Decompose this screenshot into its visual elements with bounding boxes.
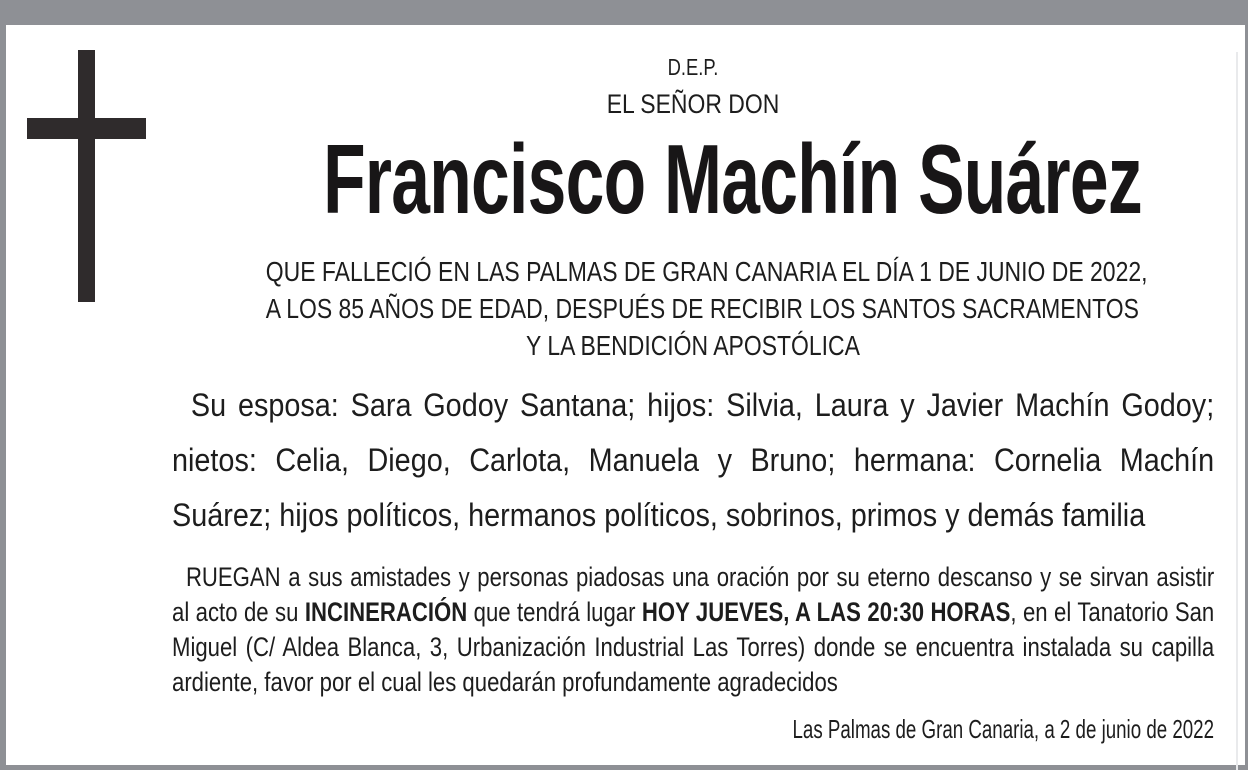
request-line-2	[172, 595, 1214, 630]
cross-horizontal-bar	[27, 118, 146, 139]
deceased-name: Francisco Machín Suárez	[323, 124, 1142, 234]
scan-edge-artifact	[1236, 52, 1238, 770]
family-line-2: nietos: Celia, Diego, Carlota, Manuela y Bruno; hermana: Cornelia Machín	[172, 442, 1215, 478]
dateline: Las Palmas de Gran Canaria, a 2 de junio de 2022	[792, 714, 1214, 744]
request-line-1: RUEGAN a sus amistades y personas piadosas una oración por su eterno descanso y se sirvan asistir	[185, 562, 1215, 592]
incineration-emphasis: INCINERACIÓN	[304, 597, 468, 627]
death-details-line-1: QUE FALLECIÓ EN LAS PALMAS DE GRAN CANARIA EL DÍA 1 DE JUNIO DE 2022,	[265, 256, 1148, 287]
family-line-1: Su esposa: Sara Godoy Santana; hijos: Silvia, Laura y Javier Machín Godoy;	[190, 387, 1215, 423]
honorific-line: EL SEÑOR DON	[606, 89, 780, 119]
family-line-3: Suárez; hijos políticos, hermanos políticos, sobrinos, primos y demás familia	[172, 497, 1146, 533]
cross-vertical-bar	[78, 50, 95, 302]
request-line-3: Miguel (C/ Aldea Blanca, 3, Urbanización Industrial Las Torres) donde se encuentra instalada su capilla	[172, 632, 1215, 662]
request-line-2-mid: que tendrá lugar	[467, 597, 642, 627]
request-paragraph	[172, 560, 1214, 700]
request-line-2-pre: al acto de su	[172, 597, 305, 627]
dep-abbreviation: D.E.P.	[667, 54, 719, 80]
death-details-line-3: Y LA BENDICIÓN APOSTÓLICA	[526, 330, 860, 361]
obituary-content	[172, 0, 1214, 770]
family-paragraph	[172, 378, 1214, 543]
death-details-line-2: A LOS 85 AÑOS DE EDAD, DESPUÉS DE RECIBIR LOS SANTOS SACRAMENTOS	[265, 293, 1139, 324]
death-details	[265, 253, 1148, 364]
request-line-4: ardiente, favor por el cual les quedarán profundamente agradecidos	[172, 667, 838, 697]
request-line-2-post: , en el Tanatorio San	[1010, 597, 1215, 627]
schedule-emphasis: HOY JUEVES, A LAS 20:30 HORAS	[641, 597, 1011, 627]
